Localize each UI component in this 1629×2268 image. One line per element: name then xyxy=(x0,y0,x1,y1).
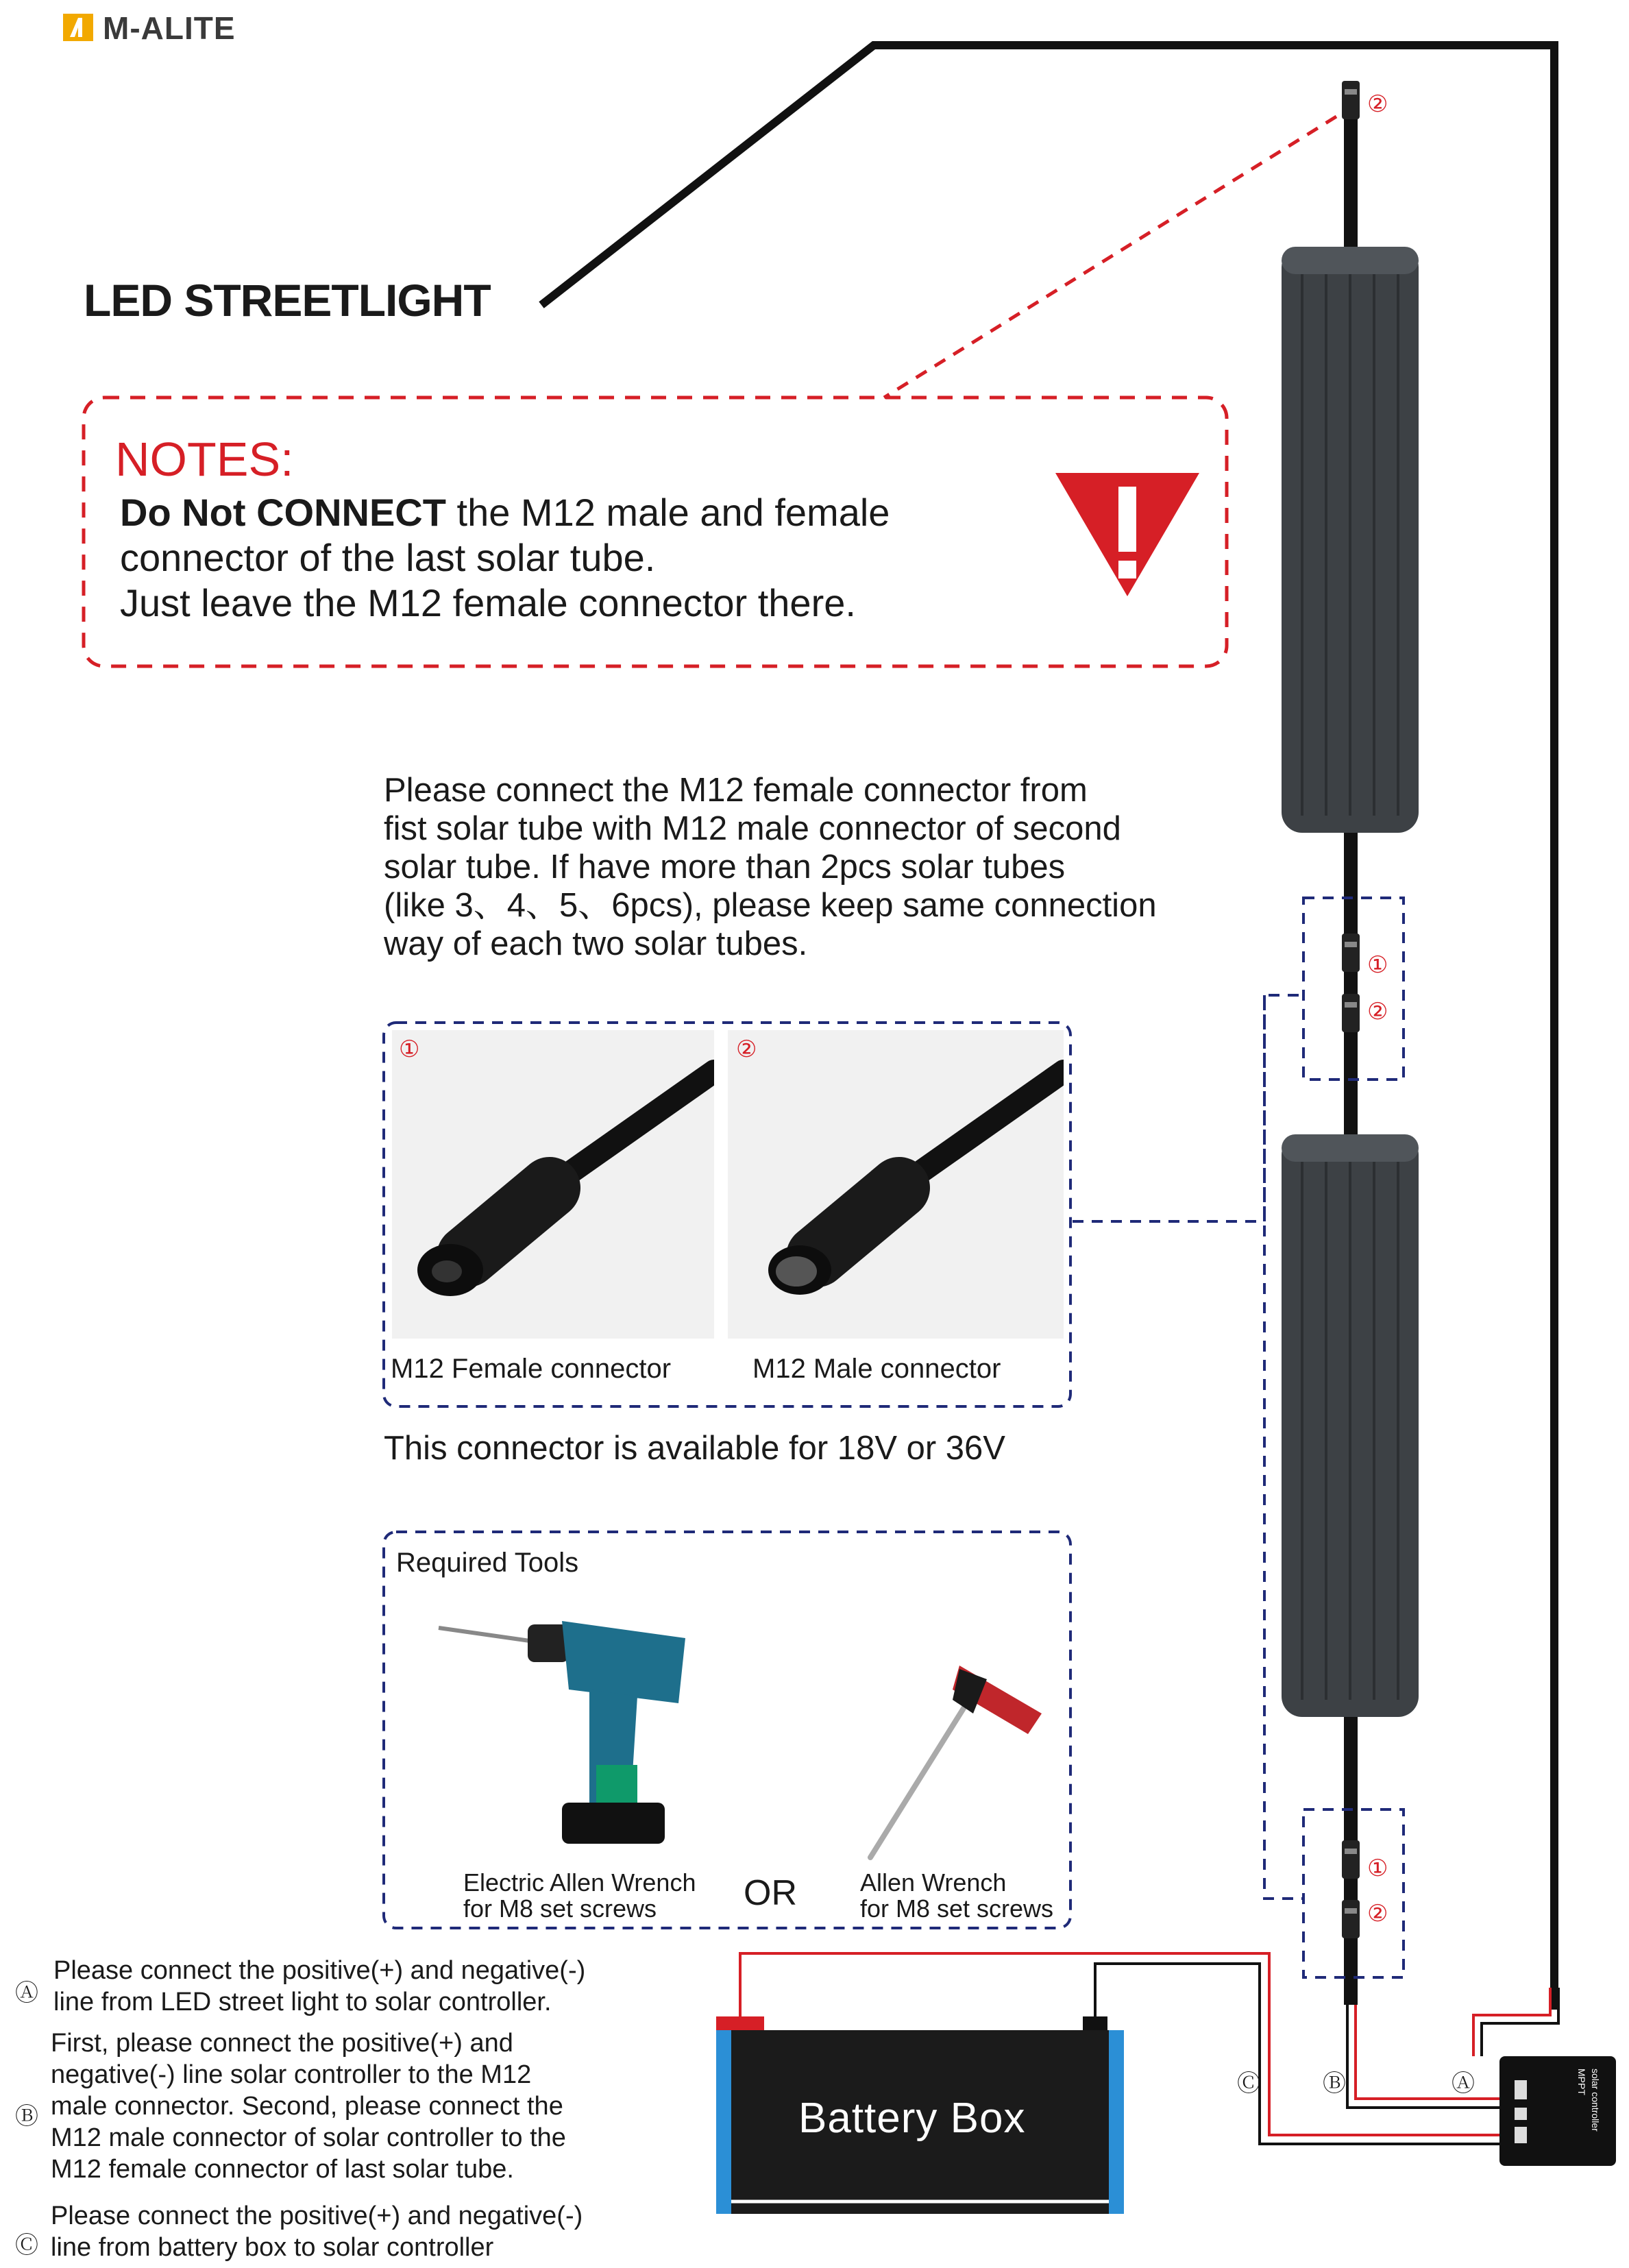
note-B-line-1: First, please connect the positive(+) and xyxy=(51,2029,513,2058)
tools-or: OR xyxy=(744,1873,797,1913)
controller-label-2: MPPT xyxy=(1576,2069,1587,2095)
electric-wrench-caption xyxy=(463,1870,696,1922)
female-connector-image xyxy=(392,1030,714,1339)
note-B-line-4: M12 male connector of solar controller to the xyxy=(51,2123,566,2152)
brand-logo-text: M-ALITE xyxy=(103,10,236,46)
notes-heading: NOTES: xyxy=(115,432,294,486)
wire-marker-A: Ⓐ xyxy=(1452,2071,1475,2097)
battery-wire-black xyxy=(1095,1964,1501,2144)
availability-note: This connector is available for 18V or 36V xyxy=(384,1430,1005,1467)
electric-wrench-image xyxy=(432,1600,706,1861)
instruction-paragraph xyxy=(384,771,1157,963)
note-C-line-1: Please connect the positive(+) and negative(-) xyxy=(51,2202,583,2230)
tools-heading: Required Tools xyxy=(396,1548,579,1578)
notes-line-2: connector of the last solar tube. xyxy=(120,536,656,579)
notes-line-1-bold: Do Not CONNECT xyxy=(120,491,446,534)
instruction-line-1: Please connect the M12 female connector from xyxy=(384,772,1088,809)
male-connector-photo xyxy=(728,1030,1064,1339)
notes-line-3: Just leave the M12 female connector there. xyxy=(120,581,856,624)
note-B-line-2: negative(-) line solar controller to the M12 xyxy=(51,2060,532,2089)
pole-connector-mid-1 xyxy=(1342,934,1360,972)
battery-box-label: Battery Box xyxy=(798,2095,1026,2142)
allen-wrench-line-1: Allen Wrench xyxy=(860,1868,1007,1897)
logo-mark-glyph xyxy=(63,14,93,41)
electric-wrench-line-1: Electric Allen Wrench xyxy=(463,1868,696,1897)
pole-cable-top xyxy=(1344,117,1358,247)
instruction-line-4: (like 3、4、5、6pcs), please keep same connection xyxy=(384,887,1157,924)
page-title: LED STREETLIGHT xyxy=(84,275,491,326)
instruction-line-5: way of each two solar tubes. xyxy=(384,925,808,962)
note-C xyxy=(51,2200,583,2263)
wire-marker-C: Ⓒ xyxy=(1237,2071,1260,2097)
pole-connector-low-1 xyxy=(1342,1840,1360,1879)
allen-wrench-image xyxy=(857,1638,1055,1864)
male-connector-image xyxy=(728,1030,1064,1339)
notes-pointer-line xyxy=(884,117,1336,398)
note-C-marker: Ⓒ xyxy=(15,2232,38,2258)
electric-wrench-line-2: for M8 set screws xyxy=(463,1894,657,1923)
instruction-line-2: fist solar tube with M12 male connector of second xyxy=(384,810,1121,847)
male-connector-label: M12 Male connector xyxy=(752,1354,1001,1384)
instruction-line-3: solar tube. If have more than 2pcs solar tubes xyxy=(384,849,1066,886)
controller-label-1: solar controller xyxy=(1590,2069,1601,2132)
allen-wrench-icon xyxy=(857,1638,1055,1864)
pole-connector-low-2 xyxy=(1342,1900,1360,1938)
allen-wrench-caption xyxy=(860,1870,1053,1922)
connector-callout-line xyxy=(1073,995,1302,1221)
pole-cable-mid xyxy=(1344,833,1358,1134)
pole-connector-mid-2 xyxy=(1342,994,1360,1032)
logo-mark-icon xyxy=(63,14,93,41)
pole-marker-2b: ② xyxy=(1367,1901,1388,1927)
solar-tube-1 xyxy=(1282,247,1419,833)
wire-marker-B: Ⓑ xyxy=(1323,2071,1346,2097)
allen-wrench-line-2: for M8 set screws xyxy=(860,1894,1054,1923)
note-B-marker: Ⓑ xyxy=(15,2104,38,2130)
top-connector-marker: ② xyxy=(1367,91,1388,117)
note-B-line-3: male connector. Second, please connect the xyxy=(51,2092,563,2121)
notes-line-1-rest: the M12 male and female xyxy=(445,491,890,534)
electric-wrench-icon xyxy=(432,1600,706,1861)
pole-wire-to-controller-red xyxy=(1356,2005,1501,2099)
female-marker: ① xyxy=(399,1036,420,1062)
note-A-marker: Ⓐ xyxy=(15,1980,38,2006)
pole-marker-1b: ① xyxy=(1367,1855,1388,1881)
note-C-line-2: line from battery box to solar controller xyxy=(51,2233,494,2262)
female-connector-label: M12 Female connector xyxy=(391,1354,672,1384)
solar-tube-2 xyxy=(1282,1134,1419,1717)
pole-connector-top xyxy=(1342,81,1360,119)
pole-marker-1a: ① xyxy=(1367,952,1388,978)
note-B xyxy=(51,2027,566,2185)
note-A-line-2: line from LED street light to solar controller. xyxy=(53,1988,552,2016)
warning-triangle-icon xyxy=(1055,473,1199,596)
male-marker: ② xyxy=(736,1036,757,1062)
female-connector-photo xyxy=(392,1030,714,1339)
note-B-line-5: M12 female connector of last solar tube. xyxy=(51,2155,514,2184)
streetlight-wire-white xyxy=(1482,1988,1558,2056)
note-A-line-1: Please connect the positive(+) and negative(-) xyxy=(53,1956,586,1985)
note-A xyxy=(53,1955,585,2018)
notes-line-1 xyxy=(120,490,890,535)
pole-wire-to-controller xyxy=(1347,2005,1501,2108)
pole-marker-2a: ② xyxy=(1367,999,1388,1025)
